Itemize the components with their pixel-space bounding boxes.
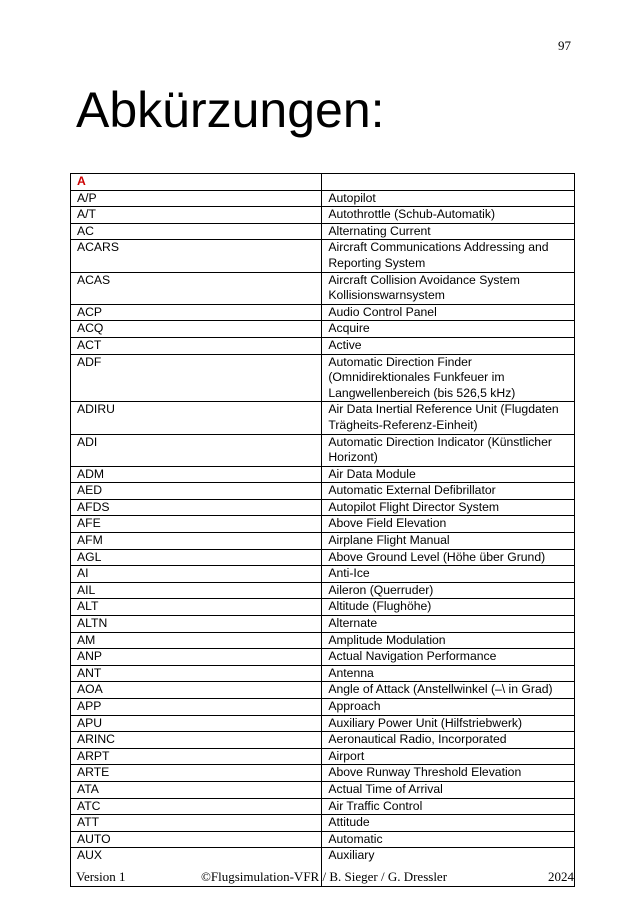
abbreviation-cell: AGL: [71, 549, 322, 566]
table-row: [71, 223, 575, 240]
table-row: [71, 337, 575, 354]
footer-year: 2024: [548, 869, 574, 884]
table-row: [71, 715, 575, 732]
description-cell: Air Data Inertial Reference Unit (Flugdaten Trägheits-Referenz-Einheit): [322, 402, 575, 434]
table-row: [71, 499, 575, 516]
table-row: [71, 632, 575, 649]
abbreviation-cell: AIL: [71, 582, 322, 599]
table-row: [71, 466, 575, 483]
abbreviation-cell: ACT: [71, 337, 322, 354]
description-cell: Aileron (Querruder): [322, 582, 575, 599]
abbreviation-cell: AUX: [71, 848, 322, 887]
abbreviation-cell: ADI: [71, 434, 322, 466]
description-cell: Aeronautical Radio, Incorporated: [322, 732, 575, 749]
abbreviation-cell: ACP: [71, 304, 322, 321]
table-row: [71, 321, 575, 338]
table-row: [71, 765, 575, 782]
table-row: [71, 781, 575, 798]
page-title: Abkürzungen:: [76, 82, 385, 138]
abbreviation-cell: ATA: [71, 781, 322, 798]
abbreviation-cell: ADIRU: [71, 402, 322, 434]
description-cell: Auxiliary Power Unit (Hilfstriebwerk): [322, 715, 575, 732]
abbreviation-cell: ARTE: [71, 765, 322, 782]
table-row: [71, 207, 575, 224]
abbreviation-cell: ARPT: [71, 748, 322, 765]
abbreviation-cell: ALTN: [71, 616, 322, 633]
description-cell: Automatic Direction Finder (Omnidirektionales Funkfeuer im Langwellenbereich (bis 526,5 kHz): [322, 354, 575, 402]
table-row: [71, 815, 575, 832]
table-row: [71, 354, 575, 402]
description-cell: Airport: [322, 748, 575, 765]
abbreviation-cell: AM: [71, 632, 322, 649]
description-cell: Aircraft Collision Avoidance System Kollisionswarnsystem: [322, 272, 575, 304]
description-cell: Altitude (Flughöhe): [322, 599, 575, 616]
abbreviation-cell: ACAS: [71, 272, 322, 304]
description-cell: Autopilot Flight Director System: [322, 499, 575, 516]
description-cell: Above Field Elevation: [322, 516, 575, 533]
table-row: [71, 682, 575, 699]
abbreviation-cell: ATT: [71, 815, 322, 832]
table-row: [71, 649, 575, 666]
abbreviation-cell: AI: [71, 566, 322, 583]
table-row: [71, 533, 575, 550]
table-row: [71, 699, 575, 716]
table-row: [71, 599, 575, 616]
abbreviation-cell: AFDS: [71, 499, 322, 516]
table-row: [71, 566, 575, 583]
section-letter-cell: [71, 174, 322, 191]
description-cell: Automatic External Defibrillator: [322, 483, 575, 500]
description-cell: Airplane Flight Manual: [322, 533, 575, 550]
table-row: [71, 272, 575, 304]
table-row: [71, 240, 575, 272]
abbreviation-cell: APP: [71, 699, 322, 716]
description-cell: Attitude: [322, 815, 575, 832]
description-cell: Actual Navigation Performance: [322, 649, 575, 666]
description-cell: Auxiliary: [322, 848, 575, 887]
abbreviation-cell: ARINC: [71, 732, 322, 749]
description-cell: Autothrottle (Schub-Automatik): [322, 207, 575, 224]
description-cell: Above Runway Threshold Elevation: [322, 765, 575, 782]
description-cell: Autopilot: [322, 190, 575, 207]
abbreviation-cell: ADF: [71, 354, 322, 402]
abbreviation-cell: A/P: [71, 190, 322, 207]
table-row: [71, 549, 575, 566]
abbreviation-cell: ANP: [71, 649, 322, 666]
page-number: 97: [558, 38, 571, 53]
abbreviation-cell: ANT: [71, 665, 322, 682]
section-header-row: [71, 174, 575, 191]
description-cell: Antenna: [322, 665, 575, 682]
table-row: [71, 304, 575, 321]
table-row: [71, 190, 575, 207]
abbreviation-cell: APU: [71, 715, 322, 732]
abbreviation-cell: ADM: [71, 466, 322, 483]
table-row: [71, 582, 575, 599]
table-row: [71, 732, 575, 749]
abbreviation-cell: AFE: [71, 516, 322, 533]
abbreviations-table-body: [71, 174, 575, 887]
description-cell: Active: [322, 337, 575, 354]
abbreviations-table: [70, 173, 575, 887]
table-row: [71, 516, 575, 533]
table-row: [71, 748, 575, 765]
abbreviation-cell: ATC: [71, 798, 322, 815]
description-cell: Alternating Current: [322, 223, 575, 240]
abbreviation-cell: AUTO: [71, 831, 322, 848]
table-row: [71, 616, 575, 633]
abbreviation-cell: A/T: [71, 207, 322, 224]
description-cell: Automatic: [322, 831, 575, 848]
description-cell: Aircraft Communications Addressing and Reporting System: [322, 240, 575, 272]
description-cell: Audio Control Panel: [322, 304, 575, 321]
description-cell: Alternate: [322, 616, 575, 633]
abbreviation-cell: ALT: [71, 599, 322, 616]
description-cell: Acquire: [322, 321, 575, 338]
footer-version: Version 1: [76, 869, 126, 884]
abbreviation-cell: ACQ: [71, 321, 322, 338]
table-row: [71, 798, 575, 815]
description-cell: Automatic Direction Indicator (Künstlicher Horizont): [322, 434, 575, 466]
abbreviation-cell: AED: [71, 483, 322, 500]
abbreviation-cell: AFM: [71, 533, 322, 550]
table-row: [71, 402, 575, 434]
table-row: [71, 831, 575, 848]
description-cell: Actual Time of Arrival: [322, 781, 575, 798]
abbreviation-cell: ACARS: [71, 240, 322, 272]
table-row: [71, 434, 575, 466]
description-cell: Air Data Module: [322, 466, 575, 483]
description-cell: Above Ground Level (Höhe über Grund): [322, 549, 575, 566]
section-letter: A: [77, 174, 86, 188]
description-cell: Amplitude Modulation: [322, 632, 575, 649]
abbreviation-cell: AC: [71, 223, 322, 240]
description-cell: Angle of Attack (Anstellwinkel (–\ in Grad): [322, 682, 575, 699]
description-cell: Air Traffic Control: [322, 798, 575, 815]
section-empty-cell: [322, 174, 575, 191]
description-cell: Anti-Ice: [322, 566, 575, 583]
footer-copyright: ©Flugsimulation-VFR / B. Sieger / G. Dressler: [201, 869, 448, 884]
abbreviation-cell: AOA: [71, 682, 322, 699]
table-row: [71, 665, 575, 682]
table-row: [71, 483, 575, 500]
description-cell: Approach: [322, 699, 575, 716]
